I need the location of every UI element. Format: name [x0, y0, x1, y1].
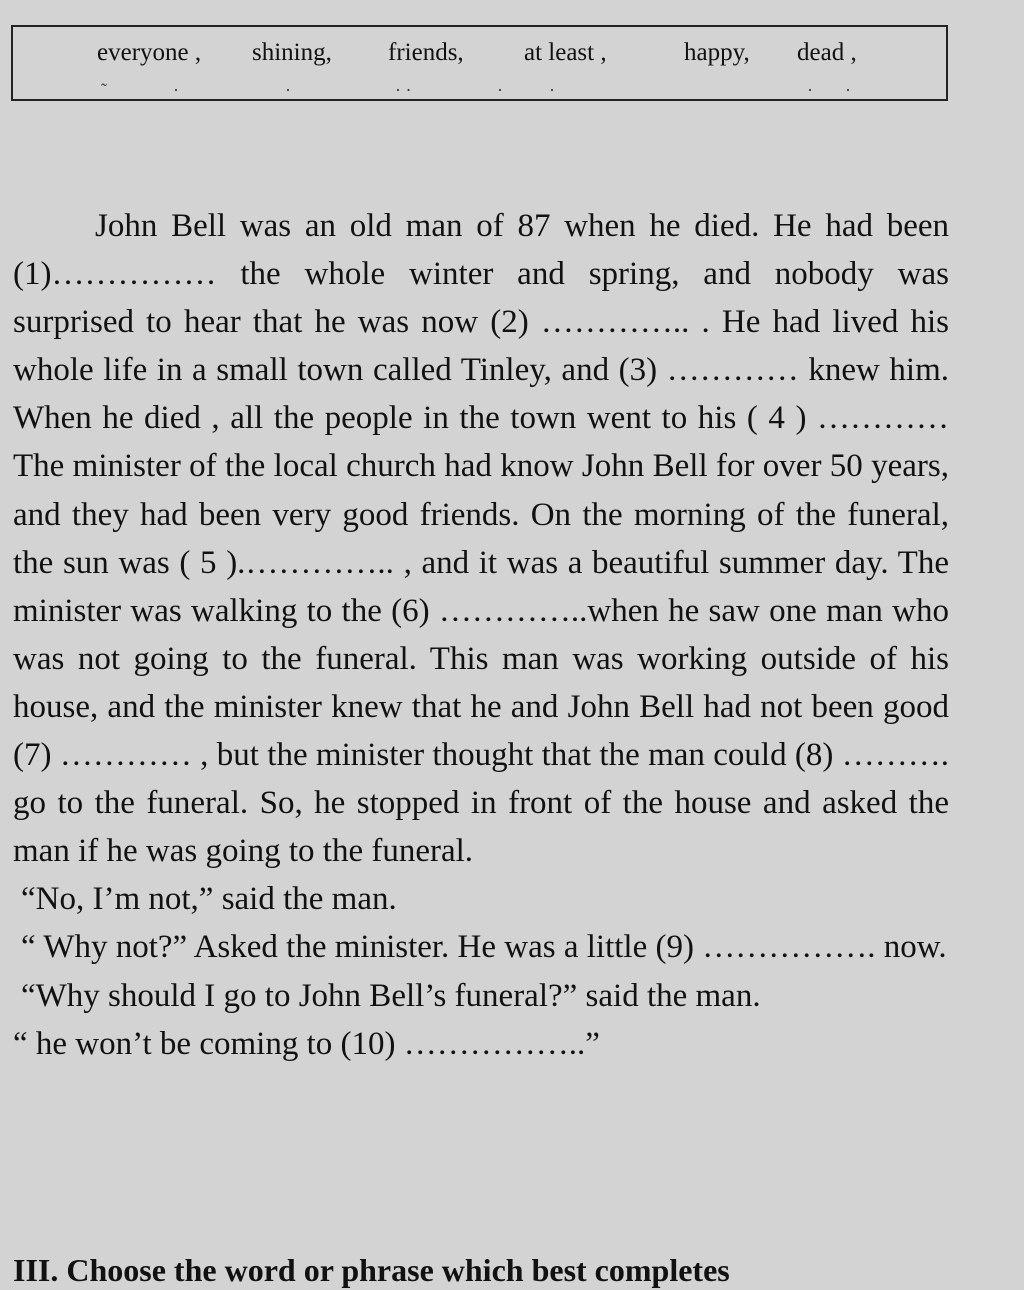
dialogue-line: “ Why not?” Asked the minister. He was a little (9) ……………. now.	[21, 929, 947, 966]
word-bank-item: everyone ,	[97, 39, 202, 66]
cloze-passage	[13, 202, 949, 1068]
cropped-text-row: ˜ · · · · · · · ·	[101, 80, 851, 100]
dialogue-line: “Why should I go to John Bell’s funeral?” said the man.	[21, 977, 761, 1014]
word-bank-item: happy,	[684, 39, 750, 66]
dialogue-line: “No, I’m not,” said the man.	[21, 881, 397, 918]
word-bank-box	[11, 25, 948, 101]
word-bank-item: at least ,	[524, 39, 607, 66]
dialogue-line: “ he won’t be coming to (10) ……………..”	[13, 1025, 600, 1062]
section-heading: III. Choose the word or phrase which best completes	[13, 1252, 730, 1288]
word-bank-item: friends,	[388, 39, 464, 66]
word-bank-item: shining,	[252, 39, 332, 66]
word-bank-item: dead ,	[797, 39, 857, 66]
passage-paragraph: John Bell was an old man of 87 when he died. He had been (1)…………… the whole winter and spring, and nobody was surprised to hear that he was now (2) ………….. . He had lived his whole life in a small town called Tinley, and (3) ………… knew him. When he died , all the people in the town went to his ( 4 ) ………… The minister of the local church had know John Bell for over 50 years, and they had been very good friends. On the morning of the funeral, the sun was ( 5 ).………….. , and it was a beautiful summer day. The minister was walking to the (6) …………..when he saw one man who was not going to the funeral. This man was working outside of his house, and the minister knew that he and John Bell had not been good (7) ………… , but the minister thought that the man could (8) ………. go to the funeral. So, he stopped in front of the house and asked the man if he was going to the funeral.	[13, 208, 949, 870]
